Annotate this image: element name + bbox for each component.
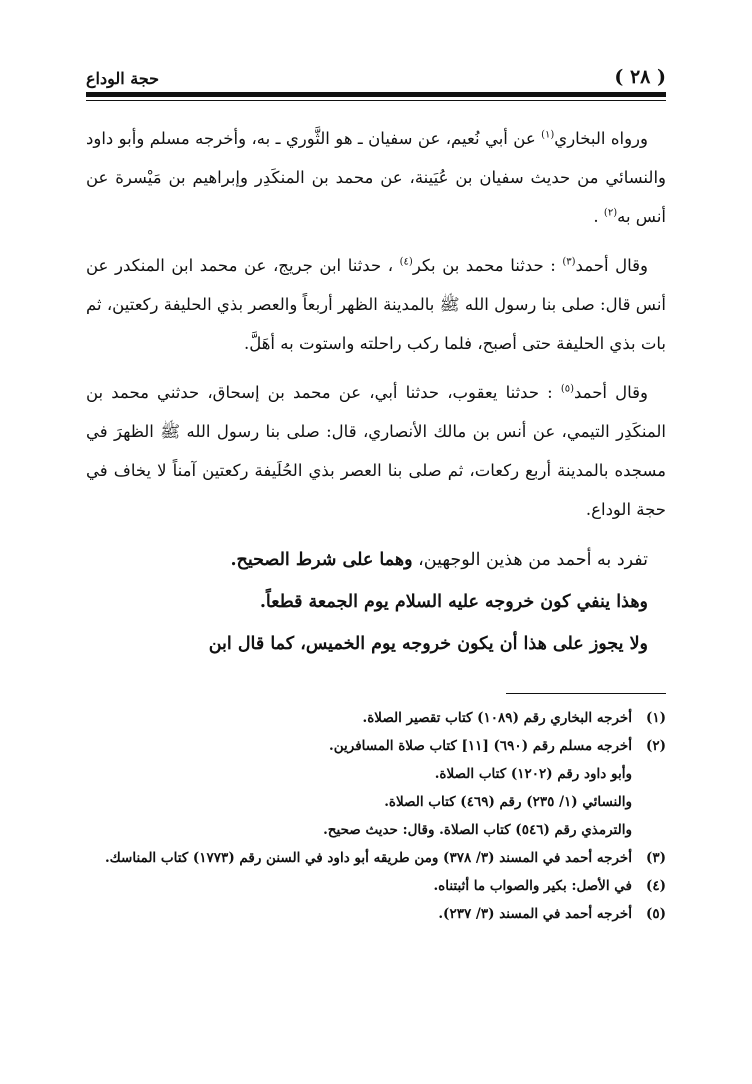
- paragraph: [86, 373, 666, 529]
- footnote: [86, 844, 666, 872]
- footnotes: [86, 704, 666, 928]
- footnote-text: أخرجه البخاري رقم (١٠٨٩) كتاب تقصير الصلاة.: [362, 710, 632, 726]
- paragraph-text: ، حدثنا ابن جريج، عن محمد ابن المنكدر عن أنس قال: صلى بنا رسول الله ﷺ بالمدينة الظهر أربعاً والعصر بذي الحليفة ركعتين، ثم بات بذي الحليفة حتى أصبح، فلما ركب راحلته واستوت به أهَلَّ.: [86, 256, 666, 353]
- footnote-continuation: وأبو داود رقم (١٢٠٢) كتاب الصلاة.: [434, 766, 632, 782]
- footnote-continuation: والترمذي رقم (٥٤٦) كتاب الصلاة. وقال: حديث صحيح.: [323, 822, 632, 838]
- footnote-continuation: والنسائي (١/ ٢٣٥) رقم (٤٦٩) كتاب الصلاة.: [384, 794, 632, 810]
- footnote-marker: (٥): [560, 383, 575, 395]
- footnote-text: أخرجه مسلم رقم (٦٩٠) [١١] كتاب صلاة المسافرين.: [329, 738, 632, 754]
- header-rule-thick: [86, 92, 666, 97]
- footnote-marker: (١): [541, 129, 555, 141]
- bold-line: [86, 539, 666, 581]
- footnote-text: في الأصل: بكير والصواب ما أثبتناه.: [433, 878, 632, 894]
- footnote: [86, 872, 666, 900]
- footnote-marker: (٣): [562, 256, 576, 268]
- paragraph-text: عن أبي نُعيم، عن سفيان ـ هو الثَّوري ـ به، وأخرجه مسلم وأبو داود والنسائي من حديث سفيان بن عُيَينة، عن محمد بن المنكَدِر وإبراهيم بن مَيْسرة عن أنس به: [86, 129, 666, 226]
- paragraph-text: : حدثنا يعقوب، حدثنا أبي، عن محمد بن إسحاق، حدثني محمد بن المنكَدِر التيمي، عن أنس بن مالك الأنصاري، قال: صلى بنا رسول الله ﷺ الظهرَ في مسجده بالمدينة أربع ركعات، ثم صلى بنا العصر بذي الحُلَيفة ركعتين آمناً لا يخاف في حجة الوداع.: [86, 383, 666, 519]
- footnote-marker: (٤): [399, 256, 413, 268]
- footnote-text: أخرجه أحمد في المسند (٣/ ٣٧٨) ومن طريقه أبو داود في السنن رقم (١٧٧٣) كتاب المناسك.: [104, 850, 632, 866]
- header-rule-thin: [86, 100, 666, 101]
- footnote: [86, 704, 666, 732]
- line-bold-text: وهما على شرط الصحيح.: [230, 550, 413, 570]
- footnote-number: (٢): [645, 738, 666, 754]
- running-title: حجة الوداع: [86, 69, 160, 88]
- page-header: [86, 58, 666, 88]
- paragraph-text: وقال أحمد: [574, 383, 648, 402]
- footnote-number: (٣): [645, 850, 666, 866]
- line-normal-text: تفرد به أحمد من هذين الوجهين،: [412, 550, 648, 570]
- footnote-text: أخرجه أحمد في المسند (٣/ ٢٣٧).: [438, 906, 632, 922]
- footnote: [86, 900, 666, 928]
- paragraph-text: .: [593, 207, 604, 226]
- line-bold-text: وهذا ينفي كون خروجه عليه السلام يوم الجمعة قطعاً.: [259, 592, 648, 612]
- paragraph-text: وقال أحمد: [575, 256, 648, 275]
- footnote-separator: [506, 693, 666, 694]
- bold-line: [86, 581, 666, 623]
- main-text: [86, 119, 666, 665]
- conclusion-lines: [86, 539, 666, 665]
- footnote-number: (٥): [645, 906, 666, 922]
- bold-line: [86, 623, 666, 665]
- footnote-number: (٤): [645, 878, 666, 894]
- paragraph: [86, 246, 666, 363]
- paragraph-text: ورواه البخاري: [554, 129, 648, 148]
- paragraph: [86, 119, 666, 236]
- paragraphs: [86, 119, 666, 529]
- page-number: ( ٢٨ ): [614, 66, 666, 88]
- line-bold-text: ولا يجوز على هذا أن يكون خروجه يوم الخميس، كما قال ابن: [208, 634, 648, 654]
- footnote: [86, 732, 666, 760]
- paragraph-text: : حدثنا محمد بن بكر: [412, 256, 563, 275]
- footnote-number: (١): [645, 710, 666, 726]
- footnote-marker: (٢): [603, 207, 618, 219]
